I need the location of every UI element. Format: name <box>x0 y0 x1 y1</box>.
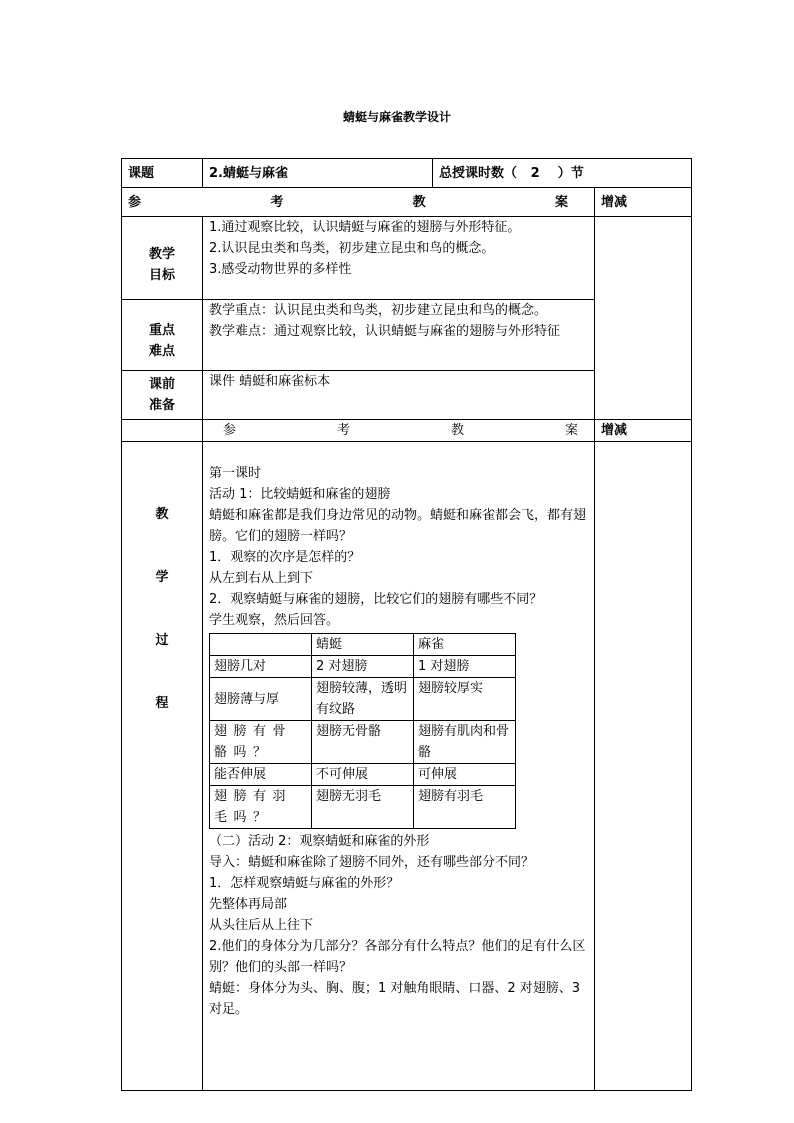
reference-header-2-empty <box>122 420 203 442</box>
subject-value: 2.蜻蜓与麻雀 <box>203 159 433 188</box>
wing-comparison-table <box>209 633 516 829</box>
lesson-plan-table <box>121 158 692 1091</box>
table-row: 翅膀几对 2 对翅膀 1 对翅膀 <box>210 656 516 678</box>
table-row: 翅膀有羽毛吗？ 翅膀无羽毛 翅膀有羽毛 <box>210 786 516 829</box>
process-row <box>122 442 692 1091</box>
table-row: 能否伸展 不可伸展 可伸展 <box>210 764 516 786</box>
goals-content: 1.通过观察比较，认识蜻蜓与麻雀的翅膀与外形特征。 2.认识昆虫类和鸟类，初步建立昆虫和鸟的概念。 3.感受动物世界的多样性 <box>203 217 595 300</box>
page-title: 蜻蜓与麻雀教学设计 <box>342 110 451 124</box>
hours-unit: ）节 <box>557 165 584 181</box>
key-points-label: 重点 难点 <box>122 300 203 371</box>
subject-label: 课题 <box>122 159 203 188</box>
hours-cell <box>433 159 692 188</box>
process-content: 第一课时 活动 1：比较蜻蜓和麻雀的翅膀 蜻蜓和麻雀都是我们身边常见的动物。蜻蜓和麻雀都会飞，都有翅膀。它们的翅膀一样吗？ 1．观察的次序是怎样的？ 从左到右从上到下 2．观察蜻蜓与麻雀的翅膀，比较它们的翅膀有哪些不同？ 学生观察，然后回答。 蜻蜓 麻雀 翅膀几对 2 对翅膀 1 对翅膀 翅膀薄与厚 翅膀较薄，透明有纹路 翅膀较厚实 翅膀有骨骼吗？ 翅膀无骨骼 翅膀有肌肉和骨骼 能否伸展 不可伸展 可伸展 翅膀有羽毛吗？ 翅膀无羽毛 翅膀有羽毛 （二）活动 2：观察蜻蜓和麻雀的外形 导入：蜻蜓和麻雀除了翅膀不同外，还有哪些部分不同？ 1．怎样观察蜻蜓与麻雀的外形？ 先整体再局部 从头往后从上往下 2.他们的身体分为几部分？各部分有什么特点？他们的足有什么区别？他们的头部一样吗？ 蜻蜓：身体分为头、胸、腹；1 对触角眼睛、口器、2 对翅膀、3 对足。 <box>203 442 595 1091</box>
goals-row <box>122 217 692 300</box>
reference-header-row-2 <box>122 420 692 442</box>
hours-value: 2 <box>530 165 540 181</box>
adjust-header-2: 增减 <box>595 420 692 442</box>
table-row: 翅膀薄与厚 翅膀较薄，透明有纹路 翅膀较厚实 <box>210 678 516 721</box>
prep-label: 课前 准备 <box>122 371 203 420</box>
reference-header: 参 考 教 案 <box>122 188 595 217</box>
reference-header-2: 参 考 教 案 <box>203 420 595 442</box>
hours-label: 总授课时数（ <box>439 165 518 181</box>
reference-header-row-1 <box>122 188 692 217</box>
adjust-cell-top <box>595 217 692 420</box>
adjust-header: 增减 <box>595 188 692 217</box>
key-points-content: 教学重点：认识昆虫类和鸟类，初步建立昆虫和鸟的概念。 教学难点：通过观察比较，认识蜻蜓与麻雀的翅膀与外形特征 <box>203 300 595 371</box>
table-row: 翅膀有骨骼吗？ 翅膀无骨骼 翅膀有肌肉和骨骼 <box>210 721 516 764</box>
prep-content: 课件 蜻蜓和麻雀标本 <box>203 371 595 420</box>
subject-row <box>122 159 692 188</box>
goals-label: 教学 目标 <box>122 217 203 300</box>
adjust-cell-bottom <box>595 442 692 1091</box>
table-row: 蜻蜓 麻雀 <box>210 634 516 656</box>
process-label: 教 学 过 程 <box>122 442 203 1091</box>
